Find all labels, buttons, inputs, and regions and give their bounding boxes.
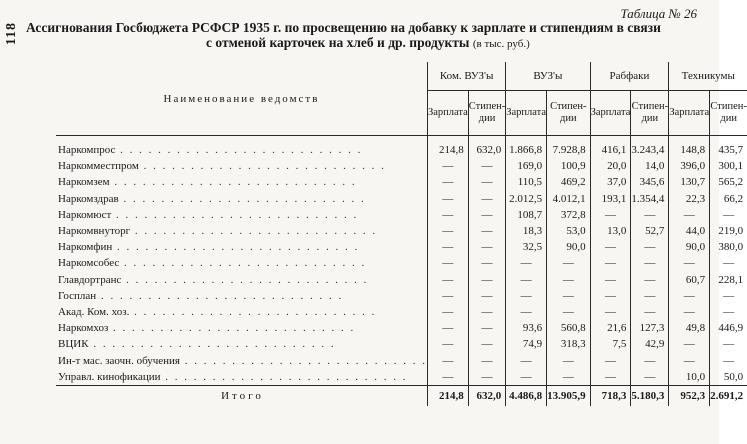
- cell-value: 50,0: [710, 369, 747, 386]
- row-name: [56, 288, 428, 304]
- cell-value: —: [468, 353, 505, 369]
- cell-value: 90,0: [547, 239, 591, 255]
- title-unit: (в тыс. руб.): [472, 38, 530, 50]
- cell-value: 74,9: [506, 336, 547, 352]
- table-row: [56, 304, 747, 320]
- cell-value: 7,5: [590, 336, 631, 352]
- row-name: [56, 353, 428, 369]
- cell-value: —: [468, 255, 505, 271]
- cell-value: 952,3: [669, 386, 710, 407]
- cell-value: —: [669, 353, 710, 369]
- cell-value: 5.180,3: [631, 386, 669, 407]
- leader-dots: . . . . . . . . . . . . . . . . . . . . . . . . . .: [138, 160, 386, 173]
- leader-dots: . . . . . . . . . . . . . . . . . . . . . . . . . .: [111, 208, 359, 221]
- group-header: Ком. ВУЗ'ы: [428, 62, 506, 91]
- cell-value: —: [468, 288, 505, 304]
- cell-value: 14,0: [631, 158, 669, 174]
- cell-value: 13,0: [590, 223, 631, 239]
- cell-value: —: [590, 288, 631, 304]
- cell-value: 565,2: [710, 174, 747, 190]
- cell-value: 228,1: [710, 272, 747, 288]
- cell-value: 446,9: [710, 320, 747, 336]
- salary-subheader: Зарплата: [506, 91, 547, 136]
- cell-value: —: [428, 336, 469, 352]
- table-row: [56, 320, 747, 336]
- cell-value: —: [710, 304, 747, 320]
- cell-value: —: [547, 272, 591, 288]
- cell-value: 2.012,5: [506, 191, 547, 207]
- cell-value: —: [428, 223, 469, 239]
- cell-value: —: [590, 369, 631, 386]
- cell-value: —: [506, 353, 547, 369]
- cell-value: 632,0: [468, 386, 505, 407]
- cell-value: —: [428, 174, 469, 190]
- cell-value: 560,8: [547, 320, 591, 336]
- leader-dots: . . . . . . . . . . . . . . . . . . . . . . . . . .: [112, 241, 360, 254]
- cell-value: 4.486,8: [506, 386, 547, 407]
- table-row: [56, 288, 747, 304]
- row-name: [56, 158, 428, 174]
- cell-value: 49,8: [669, 320, 710, 336]
- table-label: Таблица № 26: [620, 6, 697, 21]
- row-name-text: Итого: [221, 389, 264, 402]
- stipend-subheader: Стипен-дии: [631, 91, 669, 136]
- cell-value: —: [710, 353, 747, 369]
- cell-value: 4.012,1: [547, 191, 591, 207]
- total-row: [56, 386, 747, 407]
- cell-value: —: [468, 207, 505, 223]
- cell-value: 435,7: [710, 136, 747, 159]
- group-header: ВУЗ'ы: [506, 62, 590, 91]
- cell-value: 469,2: [547, 174, 591, 190]
- cell-value: —: [506, 272, 547, 288]
- cell-value: 632,0: [468, 136, 505, 159]
- table-row: [56, 272, 747, 288]
- cell-value: —: [669, 207, 710, 223]
- title-line-2: с отменой карточек на хлеб и др. продукты (в тыс. руб.): [206, 35, 530, 50]
- row-name: [56, 239, 428, 255]
- row-name-text: Акад. Ком. хоз.: [58, 306, 130, 319]
- cell-value: —: [468, 304, 505, 320]
- cell-value: 22,3: [669, 191, 710, 207]
- cell-value: —: [669, 255, 710, 271]
- cell-value: 93,6: [506, 320, 547, 336]
- row-name-text: Наркомзем: [58, 176, 110, 189]
- cell-value: —: [631, 239, 669, 255]
- cell-value: 1.354,4: [631, 191, 669, 207]
- cell-value: 300,1: [710, 158, 747, 174]
- table-row: [56, 223, 747, 239]
- cell-value: 7.928,8: [547, 136, 591, 159]
- row-name-text: Наркомхоз: [58, 322, 109, 335]
- cell-value: 32,5: [506, 239, 547, 255]
- row-name: [56, 207, 428, 223]
- cell-value: —: [428, 255, 469, 271]
- row-name-text: Госплан: [58, 289, 97, 302]
- cell-value: —: [631, 288, 669, 304]
- row-name: [56, 136, 428, 159]
- row-name: [56, 255, 428, 271]
- table-title: [26, 20, 690, 52]
- cell-value: —: [506, 288, 547, 304]
- cell-value: —: [710, 288, 747, 304]
- cell-value: —: [669, 288, 710, 304]
- leader-dots: . . . . . . . . . . . . . . . . . . . . . . . . . .: [108, 322, 356, 335]
- leader-dots: . . . . . . . . . . . . . . . . . . . . . . . . . .: [121, 273, 369, 286]
- cell-value: —: [506, 304, 547, 320]
- cell-value: —: [547, 353, 591, 369]
- row-name-text: Ин-т мас. заочн. обучения: [58, 354, 180, 367]
- row-name-text: Наркомсобес: [58, 257, 120, 270]
- stipend-subheader: Стипен-дии: [468, 91, 505, 136]
- cell-value: 20,0: [590, 158, 631, 174]
- cell-value: 13.905,9: [547, 386, 591, 407]
- cell-value: —: [631, 369, 669, 386]
- cell-value: 219,0: [710, 223, 747, 239]
- cell-value: 37,0: [590, 174, 631, 190]
- cell-value: —: [506, 369, 547, 386]
- table-row: [56, 191, 747, 207]
- stipend-subheader: Стипен-дии: [547, 91, 591, 136]
- row-name-text: Наркомздрав: [58, 192, 119, 205]
- cell-value: —: [669, 304, 710, 320]
- cell-value: —: [468, 272, 505, 288]
- group-header: Техникумы: [669, 62, 747, 91]
- title-line-1: Ассигнования Госбюджета РСФСР 1935 г. по просвещению на добавку к зарплате и стипендиям в связи: [26, 20, 661, 35]
- cell-value: —: [428, 191, 469, 207]
- table-row: [56, 353, 747, 369]
- cell-value: 127,3: [631, 320, 669, 336]
- cell-value: —: [669, 336, 710, 352]
- cell-value: —: [468, 320, 505, 336]
- cell-value: —: [468, 191, 505, 207]
- cell-value: 396,0: [669, 158, 710, 174]
- cell-value: —: [468, 336, 505, 352]
- row-name-text: Управл. кинофикации: [58, 370, 161, 383]
- cell-value: 42,9: [631, 336, 669, 352]
- page-number: 118: [4, 22, 19, 46]
- name-column-header: Наименование ведомств: [56, 62, 428, 136]
- row-name-text: Наркомюст: [58, 208, 112, 221]
- cell-value: 18,3: [506, 223, 547, 239]
- row-name-text: Наркомфин: [58, 241, 113, 254]
- row-name: [56, 272, 428, 288]
- cell-value: —: [631, 255, 669, 271]
- cell-value: —: [547, 255, 591, 271]
- cell-value: 21,6: [590, 320, 631, 336]
- table-row: [56, 158, 747, 174]
- cell-value: —: [428, 158, 469, 174]
- row-name: [56, 320, 428, 336]
- cell-value: —: [468, 223, 505, 239]
- cell-value: —: [428, 239, 469, 255]
- cell-value: 214,8: [428, 386, 469, 407]
- table-row: [56, 174, 747, 190]
- cell-value: 110,5: [506, 174, 547, 190]
- cell-value: —: [428, 288, 469, 304]
- row-name-text: Наркомпрос: [58, 144, 116, 156]
- cell-value: 108,7: [506, 207, 547, 223]
- row-name-text: Наркомвнуторг: [58, 225, 131, 238]
- stipend-subheader: Стипен-дии: [710, 91, 747, 136]
- cell-value: —: [468, 239, 505, 255]
- leader-dots: . . . . . . . . . . . . . . . . . . . . . . . . . .: [119, 257, 367, 270]
- cell-value: 53,0: [547, 223, 591, 239]
- table-row: [56, 239, 747, 255]
- cell-value: 100,9: [547, 158, 591, 174]
- leader-dots: . . . . . . . . . . . . . . . . . . . . . . . . . .: [96, 289, 344, 302]
- row-name-text: ВЦИК: [58, 338, 89, 351]
- leader-dots: . . . . . . . . . . . . . . . . . . . . . . . . . .: [160, 370, 408, 383]
- appropriations-table: [56, 62, 747, 406]
- row-name: [56, 191, 428, 207]
- salary-subheader: Зарплата: [669, 91, 710, 136]
- cell-value: 1.866,8: [506, 136, 547, 159]
- cell-value: —: [428, 207, 469, 223]
- cell-value: —: [631, 207, 669, 223]
- cell-value: 2.691,2: [710, 386, 747, 407]
- leader-dots: . . . . . . . . . . . . . . . . . . . . . . . . . .: [118, 192, 366, 205]
- cell-value: —: [710, 336, 747, 352]
- cell-value: —: [710, 207, 747, 223]
- cell-value: —: [468, 174, 505, 190]
- leader-dots: . . . . . . . . . . . . . . . . . . . . . . . . . .: [130, 225, 378, 238]
- cell-value: —: [590, 353, 631, 369]
- cell-value: 169,0: [506, 158, 547, 174]
- cell-value: 66,2: [710, 191, 747, 207]
- cell-value: 214,8: [428, 136, 469, 159]
- cell-value: —: [590, 304, 631, 320]
- cell-value: 10,0: [669, 369, 710, 386]
- leader-dots: . . . . . . . . . . . . . . . . . . . . . . . . . .: [115, 144, 363, 156]
- cell-value: —: [710, 255, 747, 271]
- table-row: [56, 207, 747, 223]
- table-row: [56, 255, 747, 271]
- cell-value: 380,0: [710, 239, 747, 255]
- cell-value: 44,0: [669, 223, 710, 239]
- row-name-text: Наркомместпром: [58, 160, 139, 173]
- cell-value: —: [428, 369, 469, 386]
- leader-dots: . . . . . . . . . . . . . . . . . . . . . . . . . .: [109, 176, 357, 189]
- cell-value: 345,6: [631, 174, 669, 190]
- table-row: [56, 369, 747, 386]
- cell-value: —: [506, 255, 547, 271]
- cell-value: —: [590, 207, 631, 223]
- table-row: [56, 136, 747, 159]
- cell-value: —: [547, 304, 591, 320]
- cell-value: 52,7: [631, 223, 669, 239]
- cell-value: —: [468, 369, 505, 386]
- cell-value: —: [590, 255, 631, 271]
- cell-value: —: [590, 272, 631, 288]
- cell-value: —: [547, 369, 591, 386]
- cell-value: —: [631, 304, 669, 320]
- cell-value: —: [428, 320, 469, 336]
- row-name: [56, 369, 428, 386]
- row-name-text: Главдортранс: [58, 273, 122, 286]
- cell-value: 3.243,4: [631, 136, 669, 159]
- cell-value: 718,3: [590, 386, 631, 407]
- cell-value: 416,1: [590, 136, 631, 159]
- cell-value: 60,7: [669, 272, 710, 288]
- cell-value: —: [428, 353, 469, 369]
- cell-value: —: [428, 304, 469, 320]
- cell-value: 90,0: [669, 239, 710, 255]
- row-name: [56, 386, 428, 407]
- cell-value: —: [428, 272, 469, 288]
- cell-value: 193,1: [590, 191, 631, 207]
- cell-value: —: [590, 239, 631, 255]
- cell-value: —: [631, 272, 669, 288]
- table-row: [56, 336, 747, 352]
- cell-value: 318,3: [547, 336, 591, 352]
- leader-dots: . . . . . . . . . . . . . . . . . . . . . . . . . .: [88, 338, 336, 351]
- leader-dots: . . . . . . . . . . . . . . . . . . . . . . . . . .: [180, 354, 427, 367]
- cell-value: —: [547, 288, 591, 304]
- cell-value: 130,7: [669, 174, 710, 190]
- salary-subheader: Зарплата: [590, 91, 631, 136]
- row-name: [56, 336, 428, 352]
- salary-subheader: Зарплата: [428, 91, 469, 136]
- cell-value: —: [631, 353, 669, 369]
- cell-value: 372,8: [547, 207, 591, 223]
- leader-dots: . . . . . . . . . . . . . . . . . . . . . . . . . .: [129, 306, 377, 319]
- cell-value: —: [468, 158, 505, 174]
- group-header: Рабфаки: [590, 62, 669, 91]
- row-name: [56, 304, 428, 320]
- row-name: [56, 223, 428, 239]
- cell-value: 148,8: [669, 136, 710, 159]
- row-name: [56, 174, 428, 190]
